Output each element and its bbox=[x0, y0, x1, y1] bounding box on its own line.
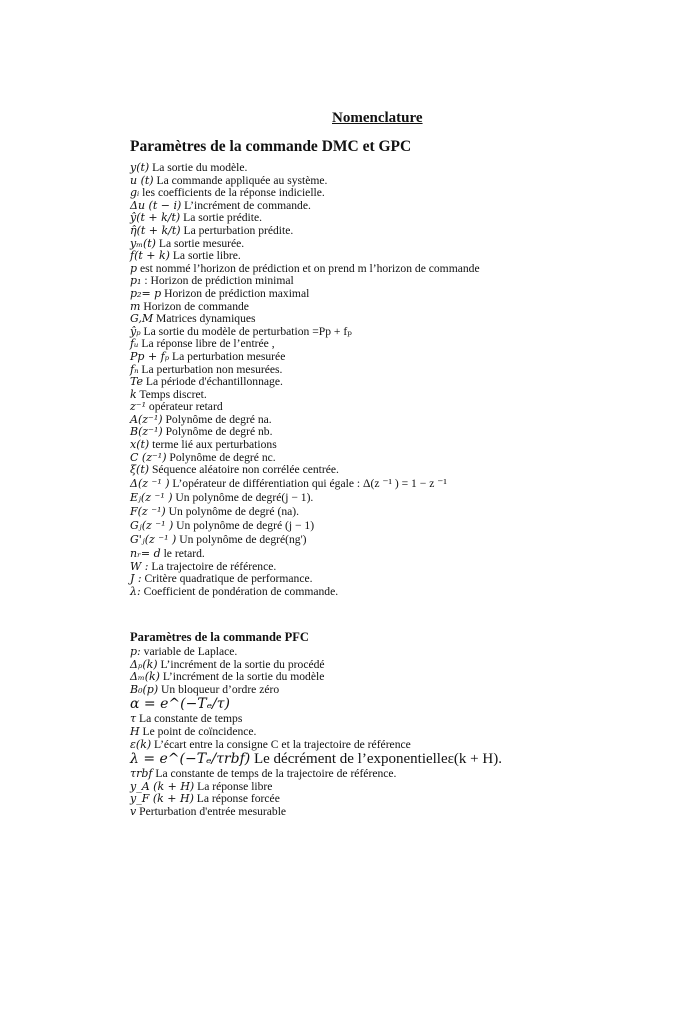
nomenclature-entry bbox=[130, 533, 480, 547]
entry-description: La constante de temps de la trajectoire de référence. bbox=[152, 767, 397, 781]
page-title: Nomenclature bbox=[332, 110, 423, 126]
entry-description: La perturbation non mesurées. bbox=[138, 362, 283, 376]
entry-symbol: Te bbox=[130, 375, 143, 389]
entry-description: La perturbation prédite. bbox=[180, 223, 294, 237]
entry-description: L’incrément de la sortie du modèle bbox=[159, 670, 325, 684]
entry-symbol: α = e^(−Tₑ/τ) bbox=[130, 696, 230, 713]
entry-symbol: fᵤ bbox=[130, 337, 139, 351]
entry-symbol: G'ⱼ(z ⁻¹ ) bbox=[130, 532, 177, 546]
nomenclature-entry bbox=[130, 464, 480, 477]
entry-symbol: B(z⁻¹) bbox=[130, 425, 163, 439]
entry-symbol: λ: bbox=[130, 585, 141, 599]
entry-symbol: y(t) bbox=[130, 161, 150, 174]
entry-description: La sortie libre. bbox=[169, 249, 241, 263]
entry-symbol: p₁ bbox=[130, 274, 142, 288]
nomenclature-list-pfc bbox=[130, 646, 502, 819]
entry-symbol: m bbox=[130, 299, 141, 313]
section-heading-dmc-gpc: Paramètres de la commande DMC et GPC bbox=[130, 138, 412, 155]
entry-description: Polynôme de degré nb. bbox=[162, 425, 273, 439]
entry-description: terme lié aux perturbations bbox=[149, 438, 277, 452]
entry-description: les coefficients de la réponse indicielle. bbox=[139, 186, 325, 200]
entry-description: Perturbation d'entrée mesurable bbox=[136, 804, 287, 818]
entry-symbol: v bbox=[130, 804, 137, 818]
entry-description: Temps discret. bbox=[136, 387, 207, 401]
entry-description: Un bloqueur d’ordre zéro bbox=[158, 682, 280, 696]
entry-symbol: x(t) bbox=[130, 438, 150, 452]
entry-symbol: C (z⁻¹) bbox=[130, 450, 167, 464]
entry-symbol: k bbox=[130, 387, 137, 401]
entry-symbol: J : bbox=[130, 572, 142, 586]
entry-description: Un polynôme de degré (na). bbox=[165, 504, 300, 518]
entry-symbol: B₀(p) bbox=[130, 682, 159, 696]
entry-symbol: gᵢ bbox=[130, 186, 140, 200]
entry-description: La période d'échantillonnage. bbox=[143, 375, 283, 389]
nomenclature-entry bbox=[130, 491, 480, 505]
entry-description: Le point de coïncidence. bbox=[139, 724, 257, 738]
entry-symbol: Δₚ(k) bbox=[130, 657, 158, 671]
nomenclature-entry bbox=[130, 519, 480, 533]
entry-symbol: A(z⁻¹) bbox=[130, 412, 163, 426]
entry-description: Critère quadratique de performance. bbox=[141, 572, 313, 586]
entry-description: L’incrément de commande. bbox=[181, 198, 311, 212]
nomenclature-entry bbox=[130, 751, 502, 768]
entry-description: variable de Laplace. bbox=[140, 645, 238, 658]
entry-symbol: p: bbox=[130, 645, 141, 658]
entry-description: L’opérateur de différentiation qui égale : Δ(z ⁻¹ ) = 1 − z ⁻¹ bbox=[169, 476, 447, 490]
entry-symbol: y_A (k + H) bbox=[130, 779, 195, 793]
entry-symbol: Δu (t − i) bbox=[130, 198, 182, 212]
entry-symbol: z⁻¹ bbox=[130, 400, 147, 414]
nomenclature-entry bbox=[130, 586, 480, 599]
entry-symbol: λ = e^(−Tₑ/τrbf) bbox=[130, 751, 251, 768]
entry-description: La sortie mesurée. bbox=[155, 236, 245, 250]
entry-symbol: p bbox=[130, 261, 138, 275]
entry-description: La réponse libre bbox=[194, 779, 273, 793]
entry-description: L’écart entre la consigne C et la trajectoire de référence bbox=[151, 737, 411, 751]
entry-symbol: Δₘ(k) bbox=[130, 670, 160, 684]
entry-description: Matrices dynamiques bbox=[153, 312, 256, 326]
entry-symbol: f(t + k) bbox=[130, 249, 170, 263]
entry-description: Polynôme de degré nc. bbox=[166, 450, 276, 464]
entry-description: La constante de temps bbox=[136, 712, 243, 726]
entry-symbol: G,M bbox=[130, 312, 154, 326]
entry-description: Horizon de prédiction maximal bbox=[161, 286, 310, 300]
entry-description: Polynôme de degré na. bbox=[162, 412, 272, 426]
entry-description: Le décrément de l’exponentielleε(k + H). bbox=[250, 751, 502, 768]
entry-symbol: Δ(z ⁻¹ ) bbox=[130, 476, 170, 490]
entry-symbol: fₙ bbox=[130, 362, 139, 376]
entry-symbol: Pp + fₚ bbox=[130, 349, 170, 363]
entry-symbol: u (t) bbox=[130, 173, 154, 187]
entry-description: opérateur retard bbox=[146, 400, 223, 414]
entry-description: est nommé l’horizon de prédiction et on prend m l’horizon de commande bbox=[137, 261, 480, 275]
nomenclature-entry bbox=[130, 505, 480, 519]
entry-description: Horizon de commande bbox=[140, 299, 249, 313]
entry-symbol: yₘ(t) bbox=[130, 236, 156, 250]
nomenclature-entry bbox=[130, 684, 502, 697]
entry-symbol: W : bbox=[130, 559, 149, 573]
entry-symbol: η̂(t + k/t) bbox=[130, 223, 181, 237]
entry-description: Coefficient de pondération de commande. bbox=[140, 585, 339, 599]
nomenclature-entry bbox=[130, 477, 480, 491]
entry-description: La perturbation mesurée bbox=[169, 349, 286, 363]
entry-description: Un polynôme de degré(ng') bbox=[176, 532, 307, 546]
entry-symbol: y_F (k + H) bbox=[130, 792, 194, 806]
entry-symbol: Eⱼ(z ⁻¹ ) bbox=[130, 490, 173, 504]
section-heading-pfc: Paramètres de la commande PFC bbox=[130, 630, 309, 644]
entry-description: La sortie du modèle. bbox=[149, 161, 248, 174]
entry-symbol: ξ(t) bbox=[130, 463, 150, 477]
entry-description: La sortie du modèle de perturbation =Pp + fₚ bbox=[140, 324, 352, 338]
nomenclature-entry bbox=[130, 806, 502, 819]
entry-symbol: p₂= p bbox=[130, 286, 162, 300]
nomenclature-entry bbox=[130, 696, 502, 713]
entry-symbol: ε(k) bbox=[130, 737, 152, 751]
entry-description: Un polynôme de degré(j − 1). bbox=[172, 490, 314, 504]
entry-symbol: F(z ⁻¹) bbox=[130, 504, 166, 518]
entry-symbol: nᵣ= d bbox=[130, 546, 161, 560]
entry-description: Séquence aléatoire non corrélée centrée. bbox=[149, 463, 339, 477]
entry-symbol: Gⱼ(z ⁻¹ ) bbox=[130, 518, 174, 532]
entry-symbol: H bbox=[130, 724, 140, 738]
entry-description: La trajectoire de référence. bbox=[148, 559, 277, 573]
entry-description: La sortie prédite. bbox=[180, 211, 263, 225]
entry-symbol: τrbf bbox=[130, 767, 153, 781]
nomenclature-list-dmc-gpc bbox=[130, 162, 480, 599]
entry-description: L’incrément de la sortie du procédé bbox=[157, 657, 325, 671]
entry-symbol: ŷₚ bbox=[130, 324, 141, 338]
entry-symbol: ŷ(t + k/t) bbox=[130, 211, 181, 225]
entry-description: : Horizon de prédiction minimal bbox=[141, 274, 294, 288]
entry-description: La réponse libre de l’entrée , bbox=[138, 337, 275, 351]
entry-description: le retard. bbox=[160, 546, 205, 560]
entry-description: La réponse forcée bbox=[193, 792, 280, 806]
nomenclature-entry bbox=[130, 739, 502, 752]
entry-description: Un polynôme de degré (j − 1) bbox=[173, 518, 315, 532]
entry-symbol: τ bbox=[130, 712, 137, 726]
entry-description: La commande appliquée au système. bbox=[153, 173, 328, 187]
nomenclature-entry bbox=[130, 547, 480, 561]
